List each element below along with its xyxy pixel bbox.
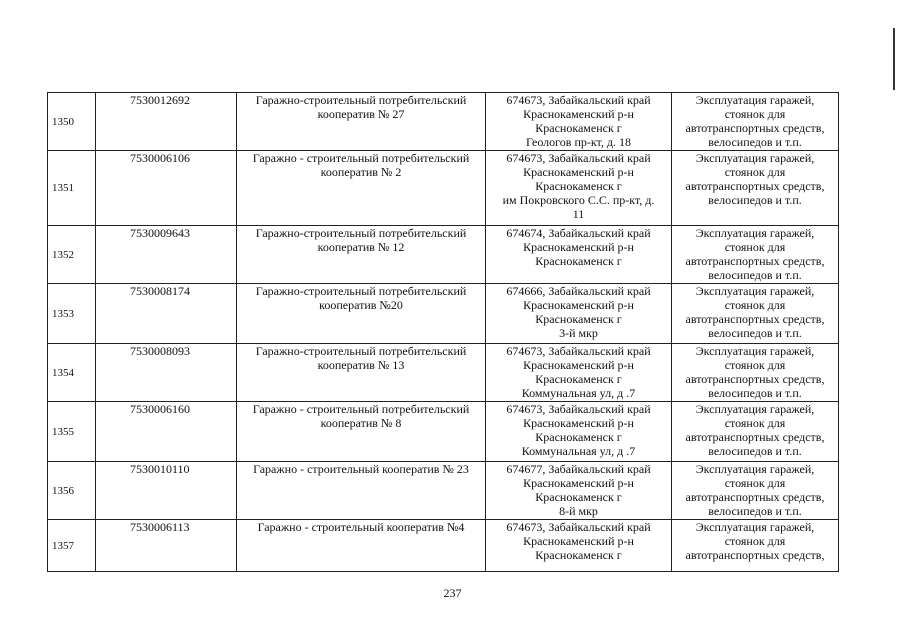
name-line: кооператив № 13 — [317, 358, 405, 372]
registry-table-body — [48, 93, 839, 572]
activity-cell — [672, 284, 839, 344]
activity-line: автотранспортных средств, — [685, 372, 825, 386]
address-cell — [486, 344, 672, 402]
name-cell — [237, 402, 486, 462]
address-cell — [486, 284, 672, 344]
activity-cell — [672, 402, 839, 462]
activity-line: Эксплуатация гаражей, — [695, 151, 815, 165]
inn-cell: 7530009643 — [96, 226, 237, 284]
inn-cell: 7530006113 — [96, 520, 237, 572]
address-cell — [486, 93, 672, 151]
activity-line: Эксплуатация гаражей, — [695, 520, 815, 534]
name-cell — [237, 344, 486, 402]
name-cell — [237, 284, 486, 344]
address-line: 674674, Забайкальский край — [506, 226, 651, 240]
name-line: Гаражно-строительный потребительский — [255, 284, 467, 298]
activity-line: автотранспортных средств, — [685, 179, 825, 193]
activity-cell — [672, 226, 839, 284]
address-line: Краснокаменский р-н — [523, 358, 634, 372]
address-line: Краснокаменск г — [535, 490, 622, 504]
activity-line: автотранспортных средств, — [685, 548, 825, 562]
activity-line: велосипедов и т.п. — [708, 504, 802, 518]
activity-cell — [672, 151, 839, 226]
activity-line: автотранспортных средств, — [685, 121, 825, 135]
inn-cell: 7530010110 — [96, 462, 237, 520]
address-line: Краснокаменский р-н — [523, 240, 634, 254]
address-line: 674666, Забайкальский край — [506, 284, 651, 298]
row-number-cell: 1351 — [48, 151, 96, 226]
address-line: 674673, Забайкальский край — [506, 151, 651, 165]
scan-edge-mark — [893, 28, 895, 90]
activity-line: автотранспортных средств, — [685, 430, 825, 444]
name-cell — [237, 226, 486, 284]
activity-line: Эксплуатация гаражей, — [695, 93, 815, 107]
inn-cell: 7530008093 — [96, 344, 237, 402]
address-cell — [486, 462, 672, 520]
activity-line: стоянок для — [724, 534, 786, 548]
table-row — [48, 520, 839, 572]
address-line: Краснокаменск г — [535, 254, 622, 268]
name-line: Гаражно - строительный потребительский — [252, 402, 470, 416]
activity-cell — [672, 462, 839, 520]
table-row — [48, 402, 839, 462]
row-number-cell: 1357 — [48, 520, 96, 572]
address-line: 3-й мкр — [559, 326, 598, 340]
activity-line: велосипедов и т.п. — [708, 193, 802, 207]
activity-line: Эксплуатация гаражей, — [695, 284, 815, 298]
name-line: Гаражно - строительный кооператив №4 — [257, 520, 465, 534]
address-line: 674673, Забайкальский край — [506, 93, 651, 107]
name-line: кооператив № 8 — [320, 416, 402, 430]
table-row — [48, 226, 839, 284]
row-number-cell: 1354 — [48, 344, 96, 402]
activity-line: автотранспортных средств, — [685, 312, 825, 326]
name-line: кооператив № 27 — [317, 107, 405, 121]
table-row — [48, 462, 839, 520]
activity-line: Эксплуатация гаражей, — [695, 226, 815, 240]
inn-cell: 7530006160 — [96, 402, 237, 462]
address-line: Краснокаменск г — [535, 121, 622, 135]
activity-line: велосипедов и т.п. — [708, 386, 802, 400]
row-number-cell: 1353 — [48, 284, 96, 344]
name-cell — [237, 151, 486, 226]
activity-line: автотранспортных средств, — [685, 490, 825, 504]
inn-cell: 7530012692 — [96, 93, 237, 151]
activity-line: Эксплуатация гаражей, — [695, 462, 815, 476]
activity-line: велосипедов и т.п. — [708, 444, 802, 458]
activity-line: велосипедов и т.п. — [708, 326, 802, 340]
activity-line: стоянок для — [724, 107, 786, 121]
inn-cell: 7530008174 — [96, 284, 237, 344]
name-line: Гаражно - строительный кооператив № 23 — [253, 462, 469, 476]
activity-line: велосипедов и т.п. — [708, 268, 802, 282]
name-line: Гаражно-строительный потребительский — [255, 226, 467, 240]
name-cell — [237, 462, 486, 520]
activity-line: автотранспортных средств, — [685, 254, 825, 268]
row-number-cell: 1356 — [48, 462, 96, 520]
address-line: Краснокаменский р-н — [523, 534, 634, 548]
activity-cell — [672, 344, 839, 402]
page-number: 237 — [443, 586, 462, 600]
address-line: 674673, Забайкальский край — [506, 520, 651, 534]
address-line: Коммунальная ул, д .7 — [521, 386, 636, 400]
address-cell — [486, 520, 672, 572]
address-line: Краснокаменский р-н — [523, 298, 634, 312]
address-line: Коммунальная ул, д .7 — [521, 444, 636, 458]
registry-table — [47, 92, 839, 572]
address-line: Краснокаменский р-н — [523, 416, 634, 430]
address-line: Краснокаменск г — [535, 312, 622, 326]
activity-line: стоянок для — [724, 298, 786, 312]
row-number-cell: 1355 — [48, 402, 96, 462]
row-number-cell: 1350 — [48, 93, 96, 151]
name-line: кооператив №20 — [319, 298, 403, 312]
address-line: 8-й мкр — [559, 504, 598, 518]
address-line: Краснокаменский р-н — [523, 476, 634, 490]
activity-line: стоянок для — [724, 165, 786, 179]
activity-line: стоянок для — [724, 240, 786, 254]
address-line: Краснокаменский р-н — [523, 165, 634, 179]
activity-line: велосипедов и т.п. — [708, 135, 802, 149]
activity-line: Эксплуатация гаражей, — [695, 344, 815, 358]
address-line: Краснокаменск г — [535, 548, 622, 562]
address-line: Краснокаменск г — [535, 179, 622, 193]
name-cell — [237, 93, 486, 151]
address-line: 674673, Забайкальский край — [506, 344, 651, 358]
activity-line: стоянок для — [724, 416, 786, 430]
address-cell — [486, 151, 672, 226]
address-line: 11 — [572, 207, 585, 221]
address-line: Геологов пр-кт, д. 18 — [525, 135, 631, 149]
name-line: Гаражно-строительный потребительский — [255, 93, 467, 107]
name-line: кооператив № 12 — [317, 240, 405, 254]
address-line: 674677, Забайкальский край — [506, 462, 651, 476]
table-row — [48, 151, 839, 226]
address-line: Краснокаменск г — [535, 430, 622, 444]
table-row — [48, 93, 839, 151]
activity-cell — [672, 93, 839, 151]
table-row — [48, 344, 839, 402]
activity-line: стоянок для — [724, 476, 786, 490]
address-cell — [486, 402, 672, 462]
name-line: Гаражно-строительный потребительский — [255, 344, 467, 358]
name-line: Гаражно - строительный потребительский — [252, 151, 470, 165]
activity-cell — [672, 520, 839, 572]
table-row — [48, 284, 839, 344]
address-line: Краснокаменск г — [535, 372, 622, 386]
activity-line: Эксплуатация гаражей, — [695, 402, 815, 416]
inn-cell: 7530006106 — [96, 151, 237, 226]
name-line: кооператив № 2 — [320, 165, 402, 179]
row-number-cell: 1352 — [48, 226, 96, 284]
activity-line: стоянок для — [724, 358, 786, 372]
address-line: им Покровского С.С. пр-кт, д. — [502, 193, 655, 207]
address-line: 674673, Забайкальский край — [506, 402, 651, 416]
name-cell — [237, 520, 486, 572]
address-cell — [486, 226, 672, 284]
address-line: Краснокаменский р-н — [523, 107, 634, 121]
